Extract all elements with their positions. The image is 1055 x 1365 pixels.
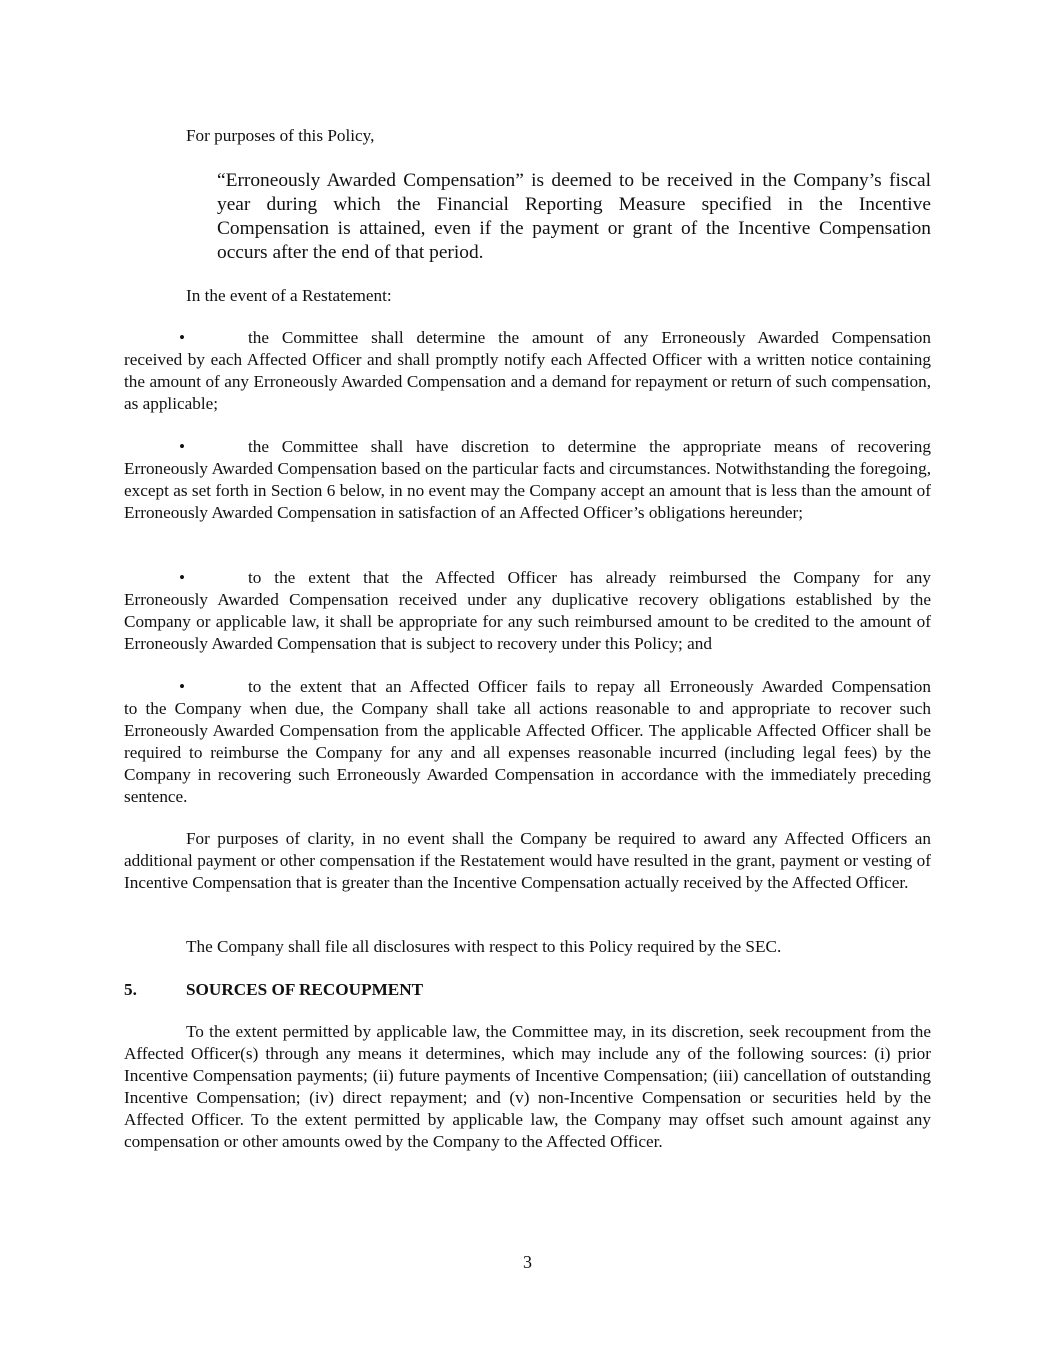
bullet-continuation: received by each Affected Officer and shall promptly notify each Affected Officer with a written notice containing the amount of any Erroneously Awarded Compensation and a demand for repayment or return of such compensation, as applicable; [124,350,931,413]
bullet-text: the Committee shall determine the amount of any Erroneously Awarded Compensation [248,328,931,347]
page-number: 3 [523,1252,532,1272]
bullet-text: the Committee shall have discretion to determine the appropriate means of recovering [248,437,931,456]
section-title: SOURCES OF RECOUPMENT [186,980,424,999]
bullet-continuation: to the Company when due, the Company shall take all actions reasonable to and appropriate to recover such Erroneously Awarded Compensation from the applicable Affected Officer. The applicable Affected Officer shall be required to reimburse the Company for any and all expenses reasonable incurred (including legal fees) by the Company in recovering such Erroneously Awarded Compensation in accordance with the immediately preceding sentence. [124,699,931,806]
bullet-first-line [124,567,931,589]
section-heading [124,979,423,1001]
bullet-icon: • [179,328,186,347]
bullet-item-2 [124,436,931,524]
bullet-first-line [124,327,931,349]
clarity-paragraph: For purposes of clarity, in no event shall the Company be required to award any Affected Officers an additional payment or other compensation if the Restatement would have resulted in the grant, payment or vesting of Incentive Compensation that is greater than the Incentive Compensation actually received by the Affected Officer. [124,829,931,892]
bullet-item-4 [124,676,931,808]
bullet-icon: • [179,568,186,587]
section-number: 5. [124,980,137,999]
recoupment-paragraph: To the extent permitted by applicable law, the Committee may, in its discretion, seek recoupment from the Affected Officer(s) through any means it determines, which may include any of the following sources: (i) prior Incentive Compensation payments; (ii) future payments of Incentive Compensation; (iii) cancellation of outstanding Incentive Compensation; (iv) direct repayment; and (v) non-Incentive Compensation or securities held by the Affected Officer. To the extent permitted by applicable law, the Company may offset such amount against any compensation or other amounts owed by the Company to the Affected Officer. [124,1022,931,1151]
bullet-item-1 [124,327,931,415]
bullet-continuation: Erroneously Awarded Compensation received under any duplicative recovery obligations established by the Company or applicable law, it shall be appropriate for any such reimbursed amount to be credited to the amount of Erroneously Awarded Compensation that is subject to recovery under this Policy; and [124,590,931,653]
bullet-continuation: Erroneously Awarded Compensation based on the particular facts and circumstances. Notwithstanding the foregoing, except as set forth in Section 6 below, in no event may the Company accept an amount that is less than the amount of Erroneously Awarded Compensation in satisfaction of an Affected Officer’s obligations hereunder; [124,459,931,522]
disclosure-paragraph: The Company shall file all disclosures with respect to this Policy required by the SEC. [186,937,782,956]
restatement-intro: In the event of a Restatement: [186,286,392,305]
bullet-text: to the extent that an Affected Officer fails to repay all Erroneously Awarded Compensation [248,677,931,696]
intro-line: For purposes of this Policy, [186,126,375,145]
bullet-icon: • [179,677,186,696]
bullet-first-line [124,436,931,458]
bullet-item-3 [124,567,931,655]
bullet-text: to the extent that the Affected Officer has already reimbursed the Company for any [248,568,931,587]
bullet-icon: • [179,437,186,456]
definition-paragraph: “Erroneously Awarded Compensation” is deemed to be received in the Company’s fiscal year during which the Financial Reporting Measure specified in the Incentive Compensation is attained, even if the payment or grant of the Incentive Compensation occurs after the end of that period. [217,170,931,263]
bullet-first-line [124,676,931,698]
